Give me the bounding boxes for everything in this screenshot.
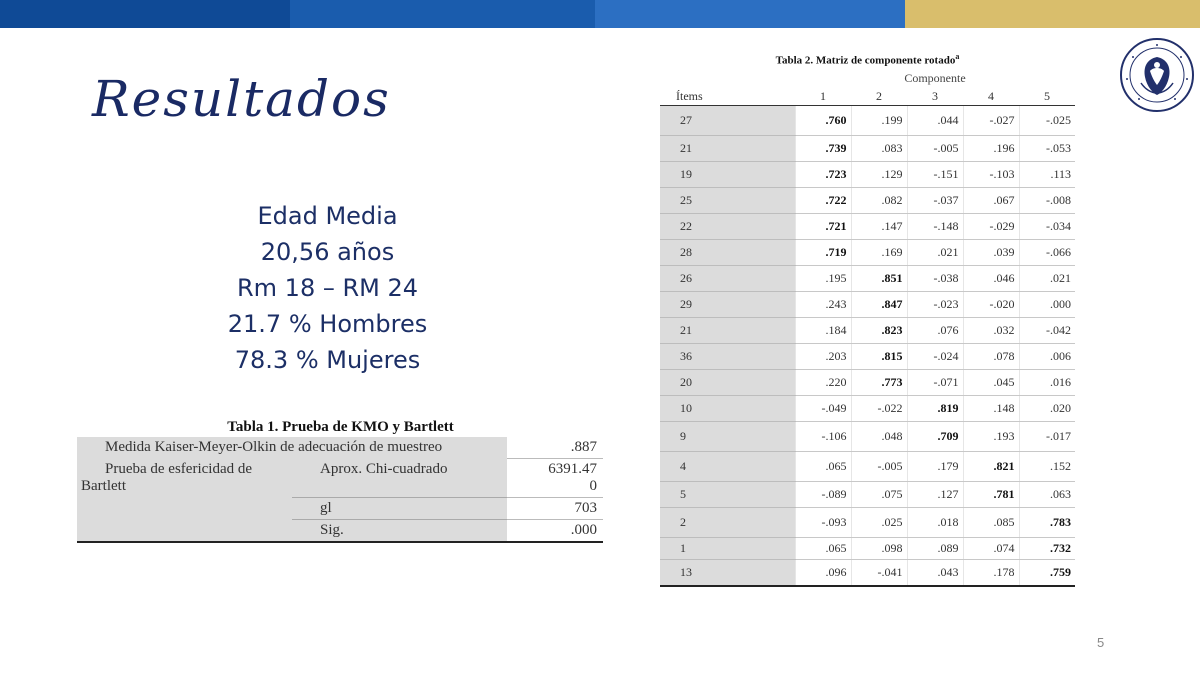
chi-square-value	[507, 459, 603, 498]
item-number-cell: 22	[660, 214, 795, 240]
top-bar-segment-gold	[905, 0, 1200, 28]
sig-value: .000	[507, 520, 603, 543]
item-number-cell: 2	[660, 508, 795, 538]
loading-cell: -.037	[907, 188, 963, 214]
loading-cell: .243	[795, 292, 851, 318]
loading-cell: -.025	[1019, 106, 1075, 136]
loading-cell: .760	[795, 106, 851, 136]
loading-cell: .759	[1019, 560, 1075, 586]
summary-line-men: 21.7 % Hombres	[227, 310, 428, 338]
table-row	[660, 396, 1075, 422]
loading-cell: .127	[907, 482, 963, 508]
chi-square-label: Aprox. Chi-cuadrado	[292, 459, 507, 498]
table-row	[660, 266, 1075, 292]
loading-cell: -.022	[851, 396, 907, 422]
loading-cell: .085	[963, 508, 1019, 538]
loading-cell: .196	[963, 136, 1019, 162]
item-number-cell: 25	[660, 188, 795, 214]
table-row	[660, 422, 1075, 452]
loading-cell: .083	[851, 136, 907, 162]
loading-cell: .046	[963, 266, 1019, 292]
loading-cell: .819	[907, 396, 963, 422]
loading-cell: .169	[851, 240, 907, 266]
column-header: 5	[1019, 88, 1075, 106]
table-row	[660, 162, 1075, 188]
df-label: gl	[292, 498, 507, 520]
column-header: 2	[851, 88, 907, 106]
loading-cell: .039	[963, 240, 1019, 266]
top-decorative-bar	[0, 0, 1200, 28]
table-row	[660, 136, 1075, 162]
table-row	[660, 214, 1075, 240]
kmo-label: Medida Kaiser-Meyer-Olkin de adecuación de muestreo	[77, 437, 507, 459]
loading-cell: -.151	[907, 162, 963, 188]
loading-cell: .147	[851, 214, 907, 240]
loading-cell: .783	[1019, 508, 1075, 538]
sig-label: Sig.	[292, 520, 507, 543]
loading-cell: -.148	[907, 214, 963, 240]
loading-cell: -.034	[1019, 214, 1075, 240]
table-row	[660, 370, 1075, 396]
loading-cell: .847	[851, 292, 907, 318]
demographics-summary	[180, 198, 475, 378]
loading-cell: -.008	[1019, 188, 1075, 214]
loading-cell: .773	[851, 370, 907, 396]
loading-cell: .067	[963, 188, 1019, 214]
kmo-value: .887	[507, 437, 603, 459]
loading-cell: .815	[851, 344, 907, 370]
loading-cell: .025	[851, 508, 907, 538]
loading-cell: .732	[1019, 538, 1075, 560]
loading-cell: .065	[795, 452, 851, 482]
loading-cell: .021	[907, 240, 963, 266]
item-number-cell: 36	[660, 344, 795, 370]
slide-title: Resultados	[92, 70, 391, 128]
table-row	[660, 240, 1075, 266]
loading-cell: .781	[963, 482, 1019, 508]
summary-line-mean-age-value: 20,56 años	[260, 238, 395, 266]
loading-cell: .823	[851, 318, 907, 344]
item-number-cell: 10	[660, 396, 795, 422]
loading-cell: .199	[851, 106, 907, 136]
component-header: Componente	[904, 71, 966, 85]
loading-cell: .179	[907, 452, 963, 482]
loading-cell: .821	[963, 452, 1019, 482]
page-number: 5	[1097, 635, 1105, 650]
bartlett-label-line1: Prueba de esfericidad de	[105, 460, 253, 477]
loading-cell: .096	[795, 560, 851, 586]
table-row	[660, 292, 1075, 318]
loading-cell: .006	[1019, 344, 1075, 370]
loading-cell: .078	[963, 344, 1019, 370]
table2-caption	[660, 52, 1075, 67]
table-row	[660, 106, 1075, 136]
loading-cell: .048	[851, 422, 907, 452]
loading-cell: .074	[963, 538, 1019, 560]
loading-cell: .203	[795, 344, 851, 370]
loading-cell: .065	[795, 538, 851, 560]
item-number-cell: 19	[660, 162, 795, 188]
loading-cell: .129	[851, 162, 907, 188]
loading-cell: .719	[795, 240, 851, 266]
kmo-bartlett-table	[77, 437, 603, 543]
loading-cell: .152	[1019, 452, 1075, 482]
loading-cell: -.005	[907, 136, 963, 162]
loading-cell: .739	[795, 136, 851, 162]
loading-cell: .851	[851, 266, 907, 292]
table-row	[660, 344, 1075, 370]
item-number-cell: 20	[660, 370, 795, 396]
loading-cell: .220	[795, 370, 851, 396]
loading-cell: .193	[963, 422, 1019, 452]
loading-cell: -.020	[963, 292, 1019, 318]
table1-caption: Tabla 1. Prueba de KMO y Bartlett	[227, 419, 454, 435]
table2-caption-text: Tabla 2. Matriz de componente rotado	[775, 54, 956, 67]
loading-cell: .045	[963, 370, 1019, 396]
table-row	[660, 452, 1075, 482]
chi-square-value-line1: 6391.47	[548, 461, 597, 477]
table-row	[77, 437, 603, 459]
item-number-cell: 5	[660, 482, 795, 508]
loading-cell: -.017	[1019, 422, 1075, 452]
loading-cell: -.042	[1019, 318, 1075, 344]
loading-cell: -.106	[795, 422, 851, 452]
loading-cell: .000	[1019, 292, 1075, 318]
item-number-cell: 13	[660, 560, 795, 586]
summary-line-age-range: Rm 18 – RM 24	[236, 274, 419, 302]
table2-caption-sup: a	[955, 52, 960, 61]
loading-cell: -.089	[795, 482, 851, 508]
top-bar-segment	[0, 0, 290, 28]
loading-cell: .020	[1019, 396, 1075, 422]
loading-cell: .722	[795, 188, 851, 214]
loading-cell: -.053	[1019, 136, 1075, 162]
loading-cell: -.029	[963, 214, 1019, 240]
top-bar-segment	[290, 0, 595, 28]
loading-cell: .709	[907, 422, 963, 452]
loading-cell: .148	[963, 396, 1019, 422]
loading-cell: .021	[1019, 266, 1075, 292]
loading-cell: -.024	[907, 344, 963, 370]
loading-cell: -.027	[963, 106, 1019, 136]
item-number-cell: 1	[660, 538, 795, 560]
chi-square-value-line2: 0	[589, 478, 597, 494]
summary-line-mean-age-label: Edad Media	[257, 202, 398, 230]
column-header: 3	[907, 88, 963, 106]
column-header: 4	[963, 88, 1019, 106]
table-row	[77, 459, 603, 498]
bartlett-label	[77, 459, 292, 543]
column-header: 1	[795, 88, 851, 106]
loading-cell: .018	[907, 508, 963, 538]
table-row	[660, 318, 1075, 344]
item-number-cell: 21	[660, 318, 795, 344]
table-row	[660, 508, 1075, 538]
table-row	[660, 538, 1075, 560]
item-number-cell: 26	[660, 266, 795, 292]
loading-cell: .016	[1019, 370, 1075, 396]
df-value: 703	[507, 498, 603, 520]
loading-cell: .044	[907, 106, 963, 136]
loading-cell: -.023	[907, 292, 963, 318]
loading-cell: .063	[1019, 482, 1075, 508]
item-number-cell: 21	[660, 136, 795, 162]
loading-cell: -.103	[963, 162, 1019, 188]
loading-cell: .184	[795, 318, 851, 344]
loading-cell: .032	[963, 318, 1019, 344]
items-column-header: Ítems	[660, 88, 795, 106]
loading-cell: .723	[795, 162, 851, 188]
loading-cell: .721	[795, 214, 851, 240]
summary-line-women: 78.3 % Mujeres	[234, 346, 421, 374]
item-number-cell: 27	[660, 106, 795, 136]
item-number-cell: 4	[660, 452, 795, 482]
table-header-row	[660, 88, 1075, 106]
loading-cell: -.041	[851, 560, 907, 586]
top-bar-segment	[595, 0, 905, 28]
loading-cell: -.071	[907, 370, 963, 396]
table-row	[660, 188, 1075, 214]
loading-cell: -.093	[795, 508, 851, 538]
loading-cell: -.066	[1019, 240, 1075, 266]
loading-cell: .113	[1019, 162, 1075, 188]
university-seal-logo	[1119, 37, 1195, 113]
loading-cell: .043	[907, 560, 963, 586]
loading-cell: -.005	[851, 452, 907, 482]
loading-cell: .178	[963, 560, 1019, 586]
loading-cell: .082	[851, 188, 907, 214]
rotated-component-matrix	[660, 88, 1075, 587]
loading-cell: -.038	[907, 266, 963, 292]
bartlett-label-line2: Bartlett	[81, 477, 126, 494]
loading-cell: .195	[795, 266, 851, 292]
item-number-cell: 29	[660, 292, 795, 318]
loading-cell: .076	[907, 318, 963, 344]
item-number-cell: 9	[660, 422, 795, 452]
table-row	[660, 482, 1075, 508]
loading-cell: .075	[851, 482, 907, 508]
loading-cell: .098	[851, 538, 907, 560]
item-number-cell: 28	[660, 240, 795, 266]
table-row	[660, 560, 1075, 586]
loading-cell: -.049	[795, 396, 851, 422]
loading-cell: .089	[907, 538, 963, 560]
